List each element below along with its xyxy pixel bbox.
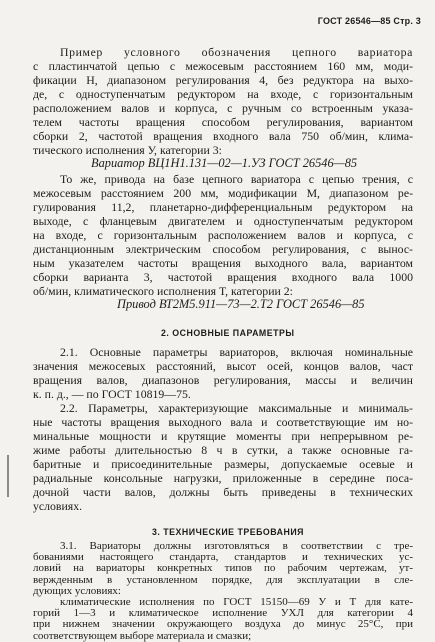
text-line: межосевым расстоянием 200 мм, модификации М, диапазоном ре- [33,186,413,200]
text-line: расположением валов и корпуса, с ручным со встроенным указа- [33,101,413,115]
text-line: выходе, с фланцевым двигателем и одноступенчатым редуктором [33,214,413,228]
text-line: де, с одноступенчатым редуктором на входе, с горизонтальным [33,87,413,101]
text-line: вращения валов, диапазонов регулирования, массы и величин [33,373,413,387]
page-header: ГОСТ 26546—85 Стр. 3 [317,16,421,26]
text-line: горий 1—3 и климатическое исполнение УХЛ для категории 4 [33,607,413,620]
text-line: об/мин, климатического исполнения Т, категории 2: [33,284,293,298]
designation-example-1: Вариатор ВЦ1Н1.131—02—1.УЗ ГОСТ 26546—85 [91,156,358,170]
text-line: на входе, с горизонтальным расположением валов и корпуса, с [33,228,413,242]
designation-example-2: Привод ВТ2М5.911—73—2.Т2 ГОСТ 26546—85 [117,297,365,311]
text-line: дистанционным электрическим способом регулирования, с вынос- [33,242,413,256]
text-line: дующих условиях: [33,584,121,597]
text-line: вержденным в установленном порядке, для эксплуатации в сле- [33,573,413,586]
text-line: бованиями настоящего стандарта, стандартов и технических ус- [33,551,413,564]
text-line: радиальные консольные нагрузки, приложенные в середине поса- [33,471,413,485]
text-line: ные частоты вращения выходного вала и соответствующие им но- [33,415,413,429]
section-title-2: 2. ОСНОВНЫЕ ПАРАМЕТРЫ [161,328,295,338]
text-line: соответствующем выборе материала и смазки; [33,629,252,642]
text-line: условиях. [33,499,83,513]
text-line: с пластинчатой цепью с межосевым расстоянием 160 мм, моди- [33,59,413,73]
text-line: к. п. д., — по ГОСТ 10819—75. [33,387,191,401]
text-line: сборки варианта 3, частотой вращения входного вала 1000 [33,270,413,284]
text-line: 2.2. Параметры, характеризующие максимальные и минималь- [60,401,413,415]
text-line: То же, привода на базе цепного вариатора с цепью трения, с [60,172,413,186]
text-line: дочной части валов, должны быть приведены в технических [33,485,413,499]
text-line: тического исполнения У, категории 3: [33,143,222,157]
text-line: климатические исполнения по ГОСТ 15150—69 У и Т для кате- [60,596,413,608]
text-line: ловий на вариаторы конкретных типов по рабочим чертежам, ут- [33,562,413,575]
text-line: 3.1. Вариаторы должны изготовляться в соответствии с тре- [60,540,413,552]
text-line: значения межосевых расстояний, высот осей, концов валов, част [33,359,413,373]
text-line: ным указателем частоты вращения выходного вала, вариантом [33,256,413,270]
text-line: фикации Н, диапазоном регулирования 4, без редуктора на выхо- [33,73,413,87]
text-line: жиме работы длительностью 8 ч в сутки, а также основные га- [33,443,413,457]
text-line: при нижнем значении окружающего воздуха до минус 25°С, при [33,618,413,631]
section-title-3: 3. ТЕХНИЧЕСКИЕ ТРЕБОВАНИЯ [152,527,305,537]
text-line: телем частоты вращения способом регулирования, вариантом [33,115,413,129]
text-line: Пример условного обозначения цепного вариатора [60,45,413,59]
text-line: гулирования 11,2, планетарно-дифференциальным редуктором на [33,200,413,214]
text-line: сборки 2, частотой вращения входного вала 750 об/мин, клима- [33,129,413,143]
text-line: баритные и присоединительные размеры, допускаемые осевые и [33,457,413,471]
text-line: минальные мощности и крутящие моменты при непрерывном ре- [33,429,413,443]
margin-scan-mark [7,455,9,497]
text-line: 2.1. Основные параметры вариаторов, включая номинальные [60,345,413,359]
